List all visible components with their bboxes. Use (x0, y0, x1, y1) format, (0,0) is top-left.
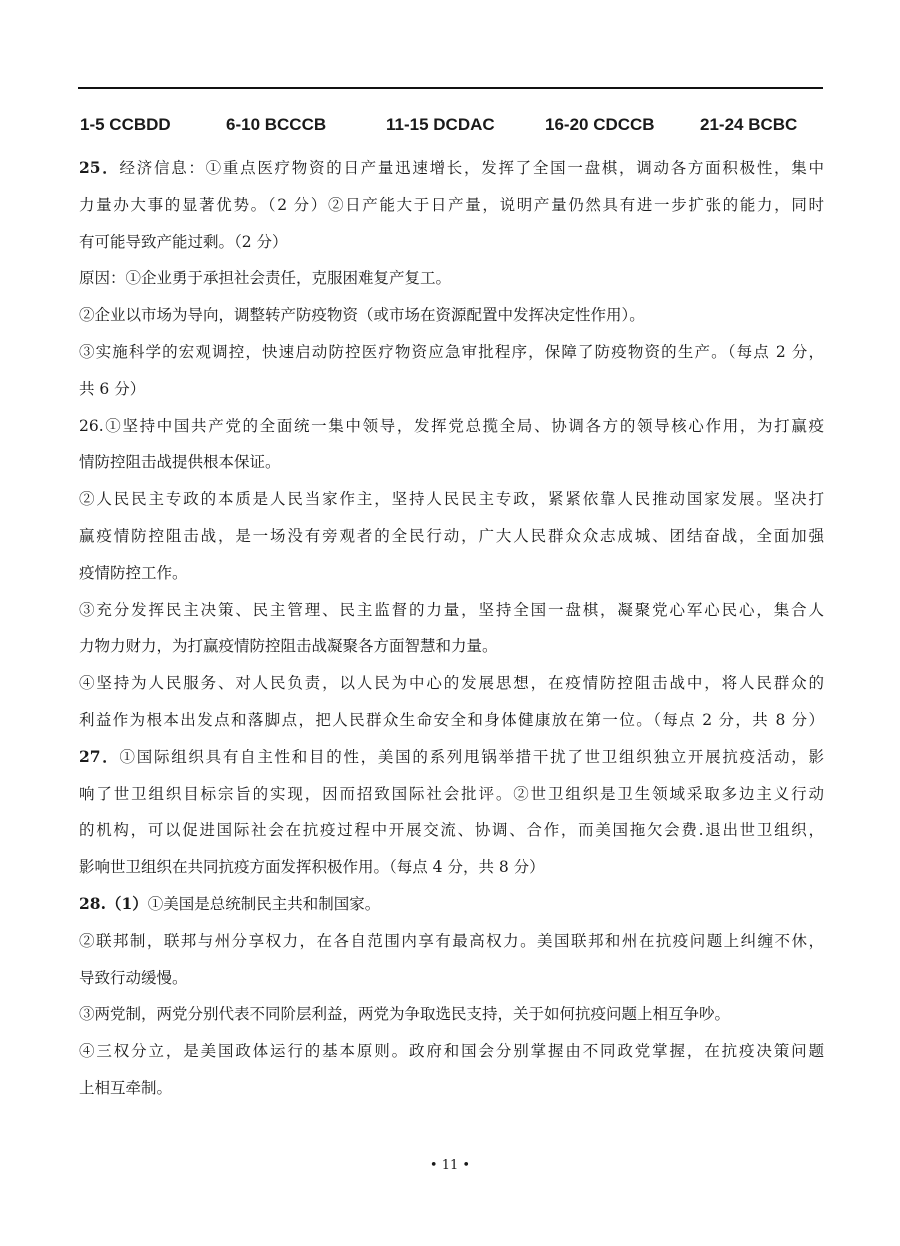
q26-line-6: ③充分发挥民主决策、民主管理、民主监督的力量，坚持全国一盘棋，凝聚党心军心民心，集合人 (79, 600, 824, 619)
q28-line-4: ③两党制，两党分别代表不同阶层利益，两党为争取选民支持，关于如何抗疫问题上相互争吵。 (79, 1005, 731, 1024)
answer-group-21-24: 21-24 BCBC (700, 115, 798, 134)
answer-group-11-15: 11-15 DCDAC (386, 115, 495, 134)
q26-line-9: 利益作为根本出发点和落脚点，把人民群众生命安全和身体健康放在第一位。（每点 2 分，共 8 分） (79, 710, 824, 729)
q28-line-2: ②联邦制，联邦与州分享权力，在各自范围内享有最高权力。美国联邦和州在抗疫问题上纠缠不休， (79, 931, 824, 950)
answer-key-line (80, 115, 825, 135)
answer-content (79, 150, 824, 1107)
q28-line-5: ④三权分立，是美国政体运行的基本原则。政府和国会分别掌握由不同政党掌握，在抗疫决策问题 (79, 1042, 824, 1061)
q26-line-3: ②人民民主专政的本质是人民当家作主，坚持人民民主专政，紧紧依靠人民推动国家发展。坚决打 (79, 490, 824, 509)
q26-line-7: 力物力财力，为打赢疫情防控阻击战凝聚各方面智慧和力量。 (79, 637, 498, 656)
q25-line-5: ②企业以市场为导向，调整转产防疫物资（或市场在资源配置中发挥决定性作用）。 (79, 306, 645, 325)
q28-line-6: 上相互牵制。 (79, 1078, 173, 1097)
header-rule (78, 87, 823, 89)
q27-line-3: 的机构，可以促进国际社会在抗疫过程中开展交流、协调、合作，而美国拖欠会费.退出世卫组织， (79, 821, 824, 840)
q28-line-1: 28.（1）①美国是总统制民主共和制国家。 (79, 893, 381, 913)
q25-line-6: ③实施科学的宏观调控，快速启动防控医疗物资应急审批程序，保障了防疫物资的生产。（每点 2 分， (79, 342, 824, 361)
q26-line-5: 疫情防控工作。 (79, 563, 188, 582)
q27-line-4: 影响世卫组织在共同抗疫方面发挥积极作用。（每点 4 分，共 8 分） (79, 858, 545, 877)
q26-line-4: 赢疫情防控阻击战，是一场没有旁观者的全民行动，广大人民群众众志成城、团结奋战，全面加强 (79, 526, 824, 545)
q25-line-3: 有可能导致产能过剩。（2 分） (79, 232, 288, 251)
q25-line-7: 共 6 分） (79, 379, 146, 398)
q28-line-3: 导致行动缓慢。 (79, 968, 188, 987)
q26-line-8: ④坚持为人民服务、对人民负责，以人民为中心的发展思想，在疫情防控阻击战中，将人民群众的 (79, 674, 824, 693)
q25-line-2: 力量办大事的显著优势。（2 分）②日产能大于日产量，说明产量仍然具有进一步扩张的能力，同时 (79, 195, 824, 214)
q25-line-1: 25．经济信息：①重点医疗物资的日产量迅速增长，发挥了全国一盘棋，调动各方面积极性，集中 (79, 158, 824, 177)
q27-number: 27． (79, 746, 120, 766)
q26-line-2: 情防控阻击战提供根本保证。 (79, 453, 281, 472)
q28-number: 28.（1） (79, 893, 148, 913)
answer-group-16-20: 16-20 CDCCB (545, 115, 655, 134)
q26-line-1: 26.①坚持中国共产党的全面统一集中领导，发挥党总揽全局、协调各方的领导核心作用，为打赢疫 (79, 416, 824, 435)
q27-line-2: 响了世卫组织目标宗旨的实现，因而招致国际社会批评。②世卫组织是卫生领域采取多边主义行动 (79, 784, 824, 803)
answer-group-6-10: 6-10 BCCCB (226, 115, 327, 134)
q25-number: 25． (79, 158, 120, 177)
q25-line-4: 原因：①企业勇于承担社会责任，克服困难复产复工。 (79, 269, 452, 288)
q27-line-1: 27．①国际组织具有自主性和目的性，美国的系列甩锅举措干扰了世卫组织独立开展抗疫活动，影 (79, 746, 824, 766)
answer-group-1-5: 1-5 CCBDD (80, 115, 171, 134)
q26-number: 26. (79, 416, 104, 435)
page-number: • 11 • (429, 1158, 471, 1173)
